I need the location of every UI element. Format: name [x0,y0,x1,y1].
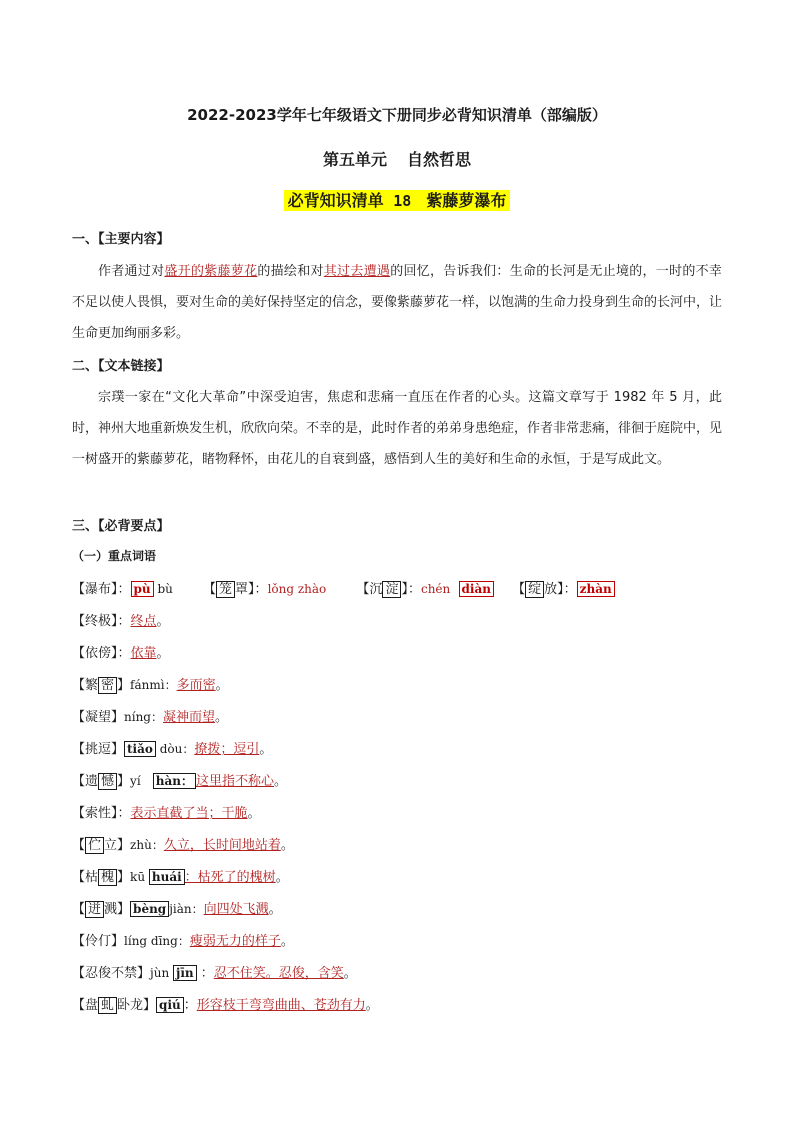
punct: ： [183,998,197,1013]
pinyin-box: tiǎo [124,741,156,757]
char-box: 笼 [216,581,235,598]
lesson-label [284,190,511,211]
unit-heading [0,147,794,170]
document-title: 2022-2023学年七年级语文下册同步必背知识清单（部编版） [187,106,607,124]
pinyin: lǒng zhào [267,582,327,596]
vocab-definition: 表示直截了当；干脆 [130,806,248,821]
char-box: 密 [98,677,117,694]
para-text: 的回忆，告诉我们：生命的长河是无止境的，一时的不幸不足以使人畏惧，要对生命的美好保持坚定的信念，要像紫藤萝花一样，以饱满的生命力投身到生命的长河中，让生命更加绚丽多彩。 [72,264,723,341]
vocab-term: 【忍俊不禁】 [72,966,151,981]
pinyin: kū [130,870,149,884]
vocab-definition: 瘦弱无力的样子 [189,934,281,949]
punct: 。 [259,742,273,757]
vocab-term: 【 [72,902,86,917]
pinyin: níng： [124,710,163,724]
vocab-row [72,770,287,789]
vocab-definition: 久立，长时间地站着 [163,838,281,853]
lesson-heading [0,188,794,211]
char-box: 虬 [98,997,117,1014]
vocab-definition: 忍不住笑。忍俊，含笑 [213,966,344,981]
pinyin-box: huái [149,869,185,885]
vocab-definition: 撩拨；逗引 [194,742,260,757]
vocab-term: 】 [117,678,131,693]
underlined-phrase: 其过去遭遇 [323,264,391,279]
vocab-row [72,802,261,821]
char-box: 槐 [98,869,117,886]
vocab-term: 【瀑布】： [72,582,131,597]
unit-number: 第五单元 [322,150,387,169]
vocab-term: 【沉 [356,582,383,597]
pinyin: fánmì： [130,678,177,692]
pinyin: yí [130,774,145,788]
punct: 。 [247,806,261,821]
punct: 。 [156,614,170,629]
vocab-definition: 形容枝干弯弯曲曲、苍劲有力 [196,998,366,1013]
vocab-row [72,930,294,949]
punct: 。 [365,998,379,1013]
char-box: 迸 [85,901,104,918]
pinyin-box: diàn [459,581,494,597]
pinyin-box: jīn [173,965,197,981]
punct: 。 [275,870,289,885]
key-words-subheading: （一）重点词语 [72,549,157,563]
pinyin: jiàn： [169,902,204,916]
vocab-definition: ：枯死了的槐树 [184,870,276,885]
para-text: 作者通过对 [98,264,165,279]
punct: ： [196,966,214,981]
vocab-term: 溅】 [104,902,131,917]
vocab-row [72,962,357,981]
vocab-term: 放】： [544,582,577,597]
vocab-term: 【依傍】： [72,646,131,661]
section-main-content-paragraph [72,256,722,349]
vocab-definition: 凝神而望 [163,710,216,725]
section-text-link-paragraph: 宗璞一家在“文化大革命”中深受迫害，焦虑和悲痛一直压在作者的心头。这篇文章写于 1982 年 5 月，此时，神州大地重新焕发生机，欣欣向荣。不幸的是，此时作者的弟弟身患绝症，作者非常悲痛，徘徊于庭院中，见一树盛开的紫藤萝花，睹物释怀，由花儿的自衰到盛，感悟到人生的美好和生命的永恒，于是写成此文。 [72,390,723,467]
vocab-term: 罩】： [235,582,268,597]
vocab-term: 【 [512,582,526,597]
pinyin-box: pù [131,581,154,597]
vocab-term: 【繁 [72,678,99,693]
vocab-term: 【 [72,838,86,853]
char-box: 憾 [98,773,117,790]
vocab-term: 【遗 [72,774,99,789]
vocab-term: 】 [117,870,131,885]
char-box: 伫 [85,837,104,854]
unit-theme: 自然哲思 [407,150,472,169]
vocab-term: 【盘 [72,998,99,1013]
vocab-term: 【枯 [72,870,99,885]
vocab-row [72,898,282,917]
char-box: 淀 [382,581,401,598]
section-text-link-heading: 二、【文本链接】 [72,359,170,374]
punct: 。 [343,966,357,981]
vocab-definition: 向四处飞溅 [203,902,269,917]
vocab-definition: 这里指不称心 [195,774,274,789]
pinyin: dòu： [155,742,195,756]
lesson-title: 紫藤萝瀑布 [426,191,507,210]
vocab-row [72,738,272,757]
punct: 。 [215,678,229,693]
vocab-definition: 多而密 [176,678,216,693]
pinyin: bù [153,582,173,596]
vocab-row [72,674,229,693]
section-key-points-heading: 三、【必背要点】 [72,519,170,534]
pinyin-box: hàn： [153,773,196,789]
vocab-term: 【 [203,582,217,597]
pinyin-box: qiú [156,997,184,1013]
vocab-term: 【伶仃】 [72,934,125,949]
vocab-row [72,994,379,1013]
vocab-row [72,642,170,661]
punct: 。 [215,710,229,725]
vocab-definition: 终点 [130,614,157,629]
pinyin: jùn [150,966,174,980]
underlined-phrase: 盛开的紫藤萝花 [164,264,258,279]
vocab-definition: 依靠 [130,646,157,661]
vocab-term: 【挑逗】 [72,742,125,757]
punct: 。 [280,934,294,949]
vocab-term: 卧龙】 [117,998,157,1013]
vocab-term: 【索性】： [72,806,131,821]
vocab-row [72,610,170,629]
pinyin-box: bèng [130,901,169,917]
vocab-row [72,866,289,885]
char-box: 绽 [525,581,544,598]
pinyin-box: zhàn [577,581,615,597]
punct: 。 [268,902,282,917]
punct: 。 [274,774,288,789]
pinyin: chén [420,582,451,596]
vocab-row [72,834,294,853]
punct: 。 [156,646,170,661]
section-main-content-heading: 一、【主要内容】 [72,232,170,247]
vocab-row [72,706,228,725]
vocab-term: 【终极】： [72,614,131,629]
vocab-term: 【凝望】 [72,710,125,725]
vocab-term: 立】 [104,838,131,853]
vocab-row [72,578,615,597]
pinyin: líng dīng： [124,934,190,948]
para-text: 的描绘和对 [257,264,324,279]
lesson-number: 18 [393,192,412,210]
vocab-term: 】 [117,774,131,789]
pinyin: zhù： [130,838,164,852]
punct: 。 [280,838,294,853]
vocab-term: 】： [401,582,421,597]
lesson-label-text: 必背知识清单 [287,191,384,210]
